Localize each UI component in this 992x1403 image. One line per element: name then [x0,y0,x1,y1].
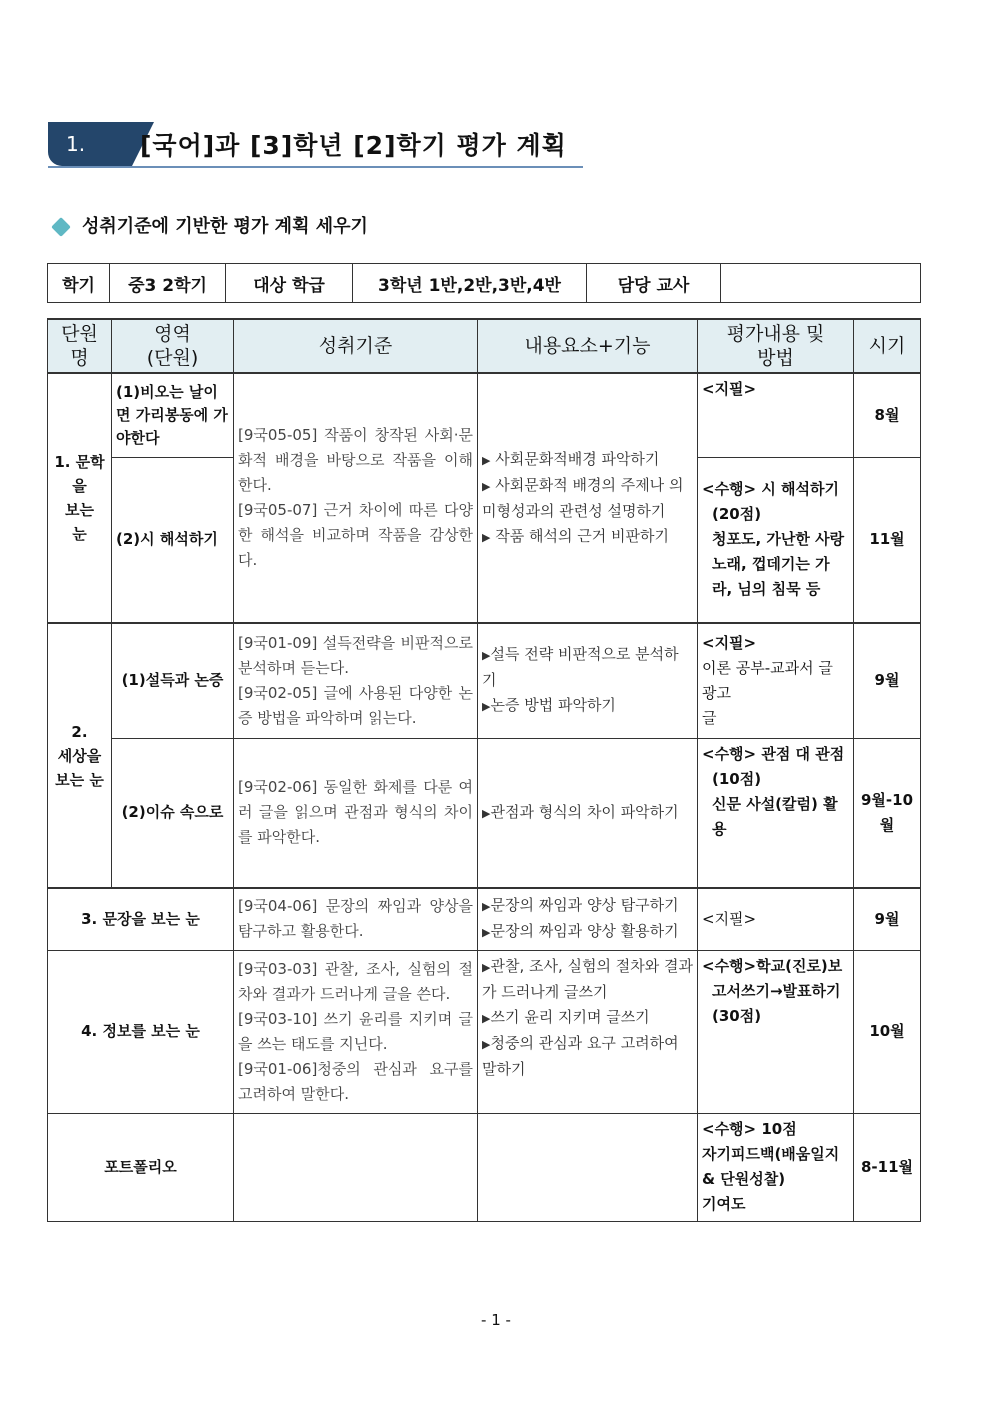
method-line: 기여도 [702,1195,746,1213]
unit-2-method-2 [698,738,854,888]
unit-3-name: 3. 문장을 보는 눈 [48,888,234,950]
method-line: 신문 사설(칼럼) 활용 [712,794,838,838]
standard-item: [9국03-10] 쓰기 윤리를 지키며 글을 쓰는 태도를 지닌다. [238,1009,473,1053]
standard-item: [9국05-07] 근거 차이에 따른 다양한 해석을 비교하며 작품을 감상한다. [238,501,473,569]
unit-5-method [698,1113,854,1221]
content-item: 사회문화적배경 파악하기 [495,449,660,468]
method-line: 이론 공부-교과서 글 [702,658,833,677]
unit-4-time: 10월 [854,950,921,1113]
unit-3-method: <지필> [698,888,854,950]
method-line: 광고 [702,683,731,702]
unit-2-time-2: 9월-10월 [854,738,921,888]
unit-2-area-1: (1)설득과 논증 [112,623,234,738]
method-line: 글 [702,708,717,727]
method-line: 고서쓰기→발표하기(30점) [712,981,841,1025]
info-table [47,263,921,303]
method-line: <지필> [702,633,757,652]
subheading-text: 성취기준에 기반한 평가 계획 세우기 [82,216,368,237]
unit-1-method-2 [698,457,854,623]
header-unit: 단원 명 [48,319,112,373]
method-line: 청포도, 가난한 사랑 노래, 껍데기는 가라, 님의 침묵 등 [712,530,845,599]
method-line: <수행> 시 해석하기 [702,480,840,499]
header-method: 평가내용 및 방법 [698,319,854,373]
title-number: 1. [48,122,132,166]
unit-2-content-2: ▶관점과 형식의 차이 파악하기 [478,738,698,888]
unit-1-time-1: 8월 [854,373,921,457]
content-item: 논증 방법 파악하기 [490,696,616,715]
content-item: 문장의 짜임과 양상 탐구하기 [490,896,679,915]
standard-item: [9국02-05] 글에 사용된 다양한 논증 방법을 파악하며 읽는다. [238,683,473,727]
page-number: - 1 - [481,1311,511,1329]
content-item: 관점과 형식의 차이 파악하기 [490,802,679,821]
unit-5-content [478,1113,698,1221]
unit-1-name: 1. 문학 을 보는 눈 [48,373,112,623]
unit-5-standards [234,1113,478,1221]
unit-2-standards-2: [9국02-06] 동일한 화제를 다룬 여러 글을 읽으며 관점과 형식의 차이를 파악한다. [234,738,478,888]
standard-item: [9국03-03] 관찰, 조사, 실험의 절차와 결과가 드러나게 글을 쓴다. [238,959,473,1003]
method-line: <수행> 10점 [702,1120,797,1138]
unit-3-standards: [9국04-06] 문장의 짜임과 양상을 탐구하고 활용한다. [234,888,478,950]
content-item: 청중의 관심과 요구 고려하여 말하기 [482,1033,679,1078]
content-item: 사회문화적 배경의 주제나 의미형성과의 관련성 설명하기 [482,475,684,520]
section-subheading [50,212,368,238]
teacher-value [721,264,921,303]
method-line: <수행>학교(진로)보 [702,956,843,975]
header-standard: 성취기준 [234,319,478,373]
unit-2-area-2: (2)이슈 속으로 [112,738,234,888]
unit-5-time: 8-11월 [854,1113,921,1221]
content-item: 쓰기 윤리 지키며 글쓰기 [490,1007,650,1026]
method-line: 자기피드백(배움일지 & 단원성찰) [702,1145,840,1188]
teacher-label: 담당 교사 [587,264,721,303]
evaluation-plan-table [47,318,921,1222]
title-underline [48,166,583,168]
unit-1-method-1: <지필> [698,373,854,457]
standard-item: [9국01-09] 설득전략을 비판적으로 분석하며 듣는다. [238,633,473,677]
header-time: 시기 [854,319,921,373]
standard-item: [9국05-05] 작품이 창작된 사회·문화적 배경을 바탕으로 작품을 이해한다. [238,426,473,494]
unit-2-content-1: ▶설득 전략 비판적으로 분석하기 ▶논증 방법 파악하기 [478,623,698,738]
document-title [48,122,583,168]
unit-4-standards [234,950,478,1113]
unit-1-area-1: (1)비오는 날이면 가리봉동에 가야한다 [112,373,234,457]
semester-value: 중3 2학기 [110,264,226,303]
unit-5-name: 포트폴리오 [48,1113,234,1221]
unit-1-standards [234,373,478,623]
header-content: 내용요소+기능 [478,319,698,373]
unit-3-content: ▶문장의 짜임과 양상 탐구하기 ▶문장의 짜임과 양상 활용하기 [478,888,698,950]
unit-4-name: 4. 정보를 보는 눈 [48,950,234,1113]
method-line: <수행> 관점 대 관점 [702,744,845,763]
diamond-bullet-icon [51,217,71,237]
content-item: 작품 해석의 근거 비판하기 [495,526,669,545]
unit-3-time: 9월 [854,888,921,950]
method-line: (20점) [712,505,762,524]
target-value: 3학년 1반,2반,3반,4반 [353,264,587,303]
content-item: 문장의 짜임과 양상 활용하기 [490,922,679,941]
unit-4-content: ▶관찰, 조사, 실험의 절차와 결과가 드러나게 글쓰기 ▶쓰기 윤리 지키며 글쓰기 ▶청중의 관심과 요구 고려하여 말하기 [478,950,698,1113]
unit-2-time-1: 9월 [854,623,921,738]
title-text: [국어]과 [3]학년 [2]학기 평가 계획 [140,131,567,160]
unit-1-area-2: (2)시 해석하기 [112,457,234,623]
method-line: (10점) [712,769,762,788]
header-area: 영역 (단원) [112,319,234,373]
unit-2-standards-1 [234,623,478,738]
content-item: 설득 전략 비판적으로 분석하기 [482,645,679,690]
content-item: 관찰, 조사, 실험의 절차와 결과가 드러나게 글쓰기 [482,956,693,1001]
standard-item: [9국01-06]청중의 관심과 요구를 고려하여 말한다. [238,1059,473,1103]
unit-4-method [698,950,854,1113]
semester-label: 학기 [48,264,110,303]
unit-1-content: ▶ 사회문화적배경 파악하기 ▶ 사회문화적 배경의 주제나 의미형성과의 관련성 설명하기 ▶ 작품 해석의 근거 비판하기 [478,373,698,623]
target-label: 대상 학급 [226,264,353,303]
unit-1-time-2: 11월 [854,457,921,623]
unit-2-method-1 [698,623,854,738]
unit-2-name: 2. 세상을 보는 눈 [48,623,112,888]
